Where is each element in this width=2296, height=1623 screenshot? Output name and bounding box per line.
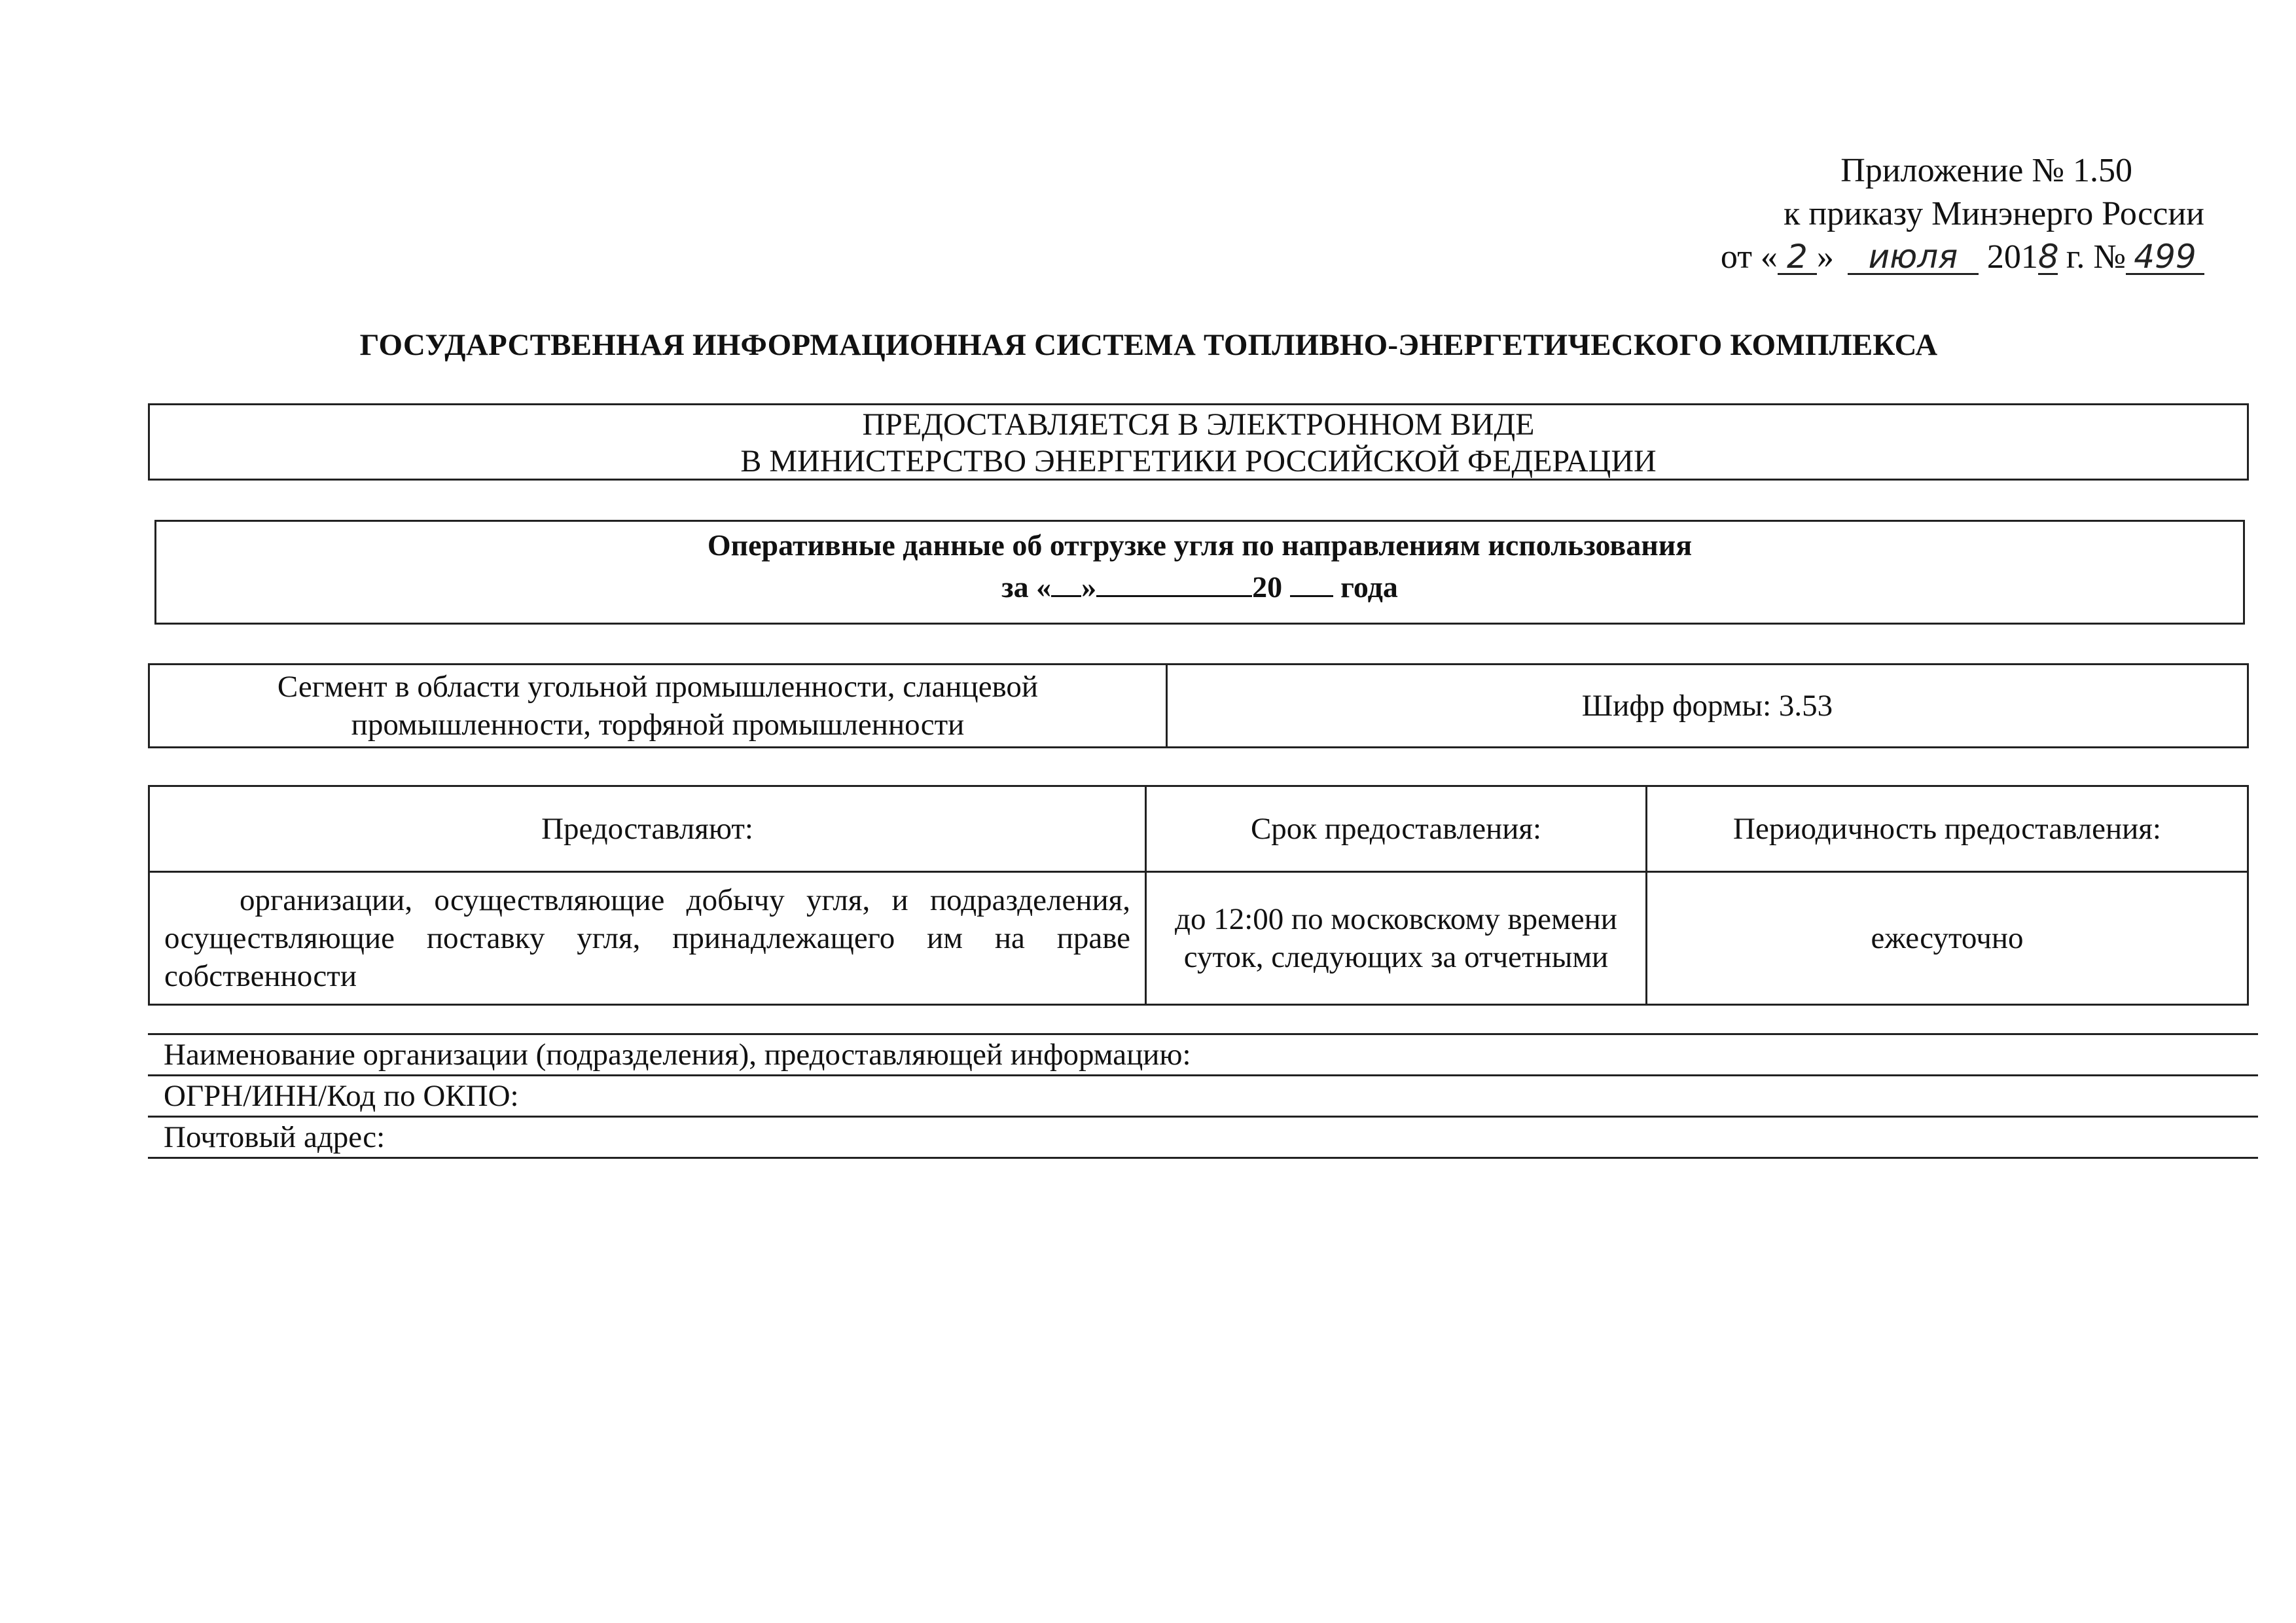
organization-info (148, 1033, 2258, 1159)
date-quote-close: » (1816, 238, 1834, 276)
submitters-header: Предоставляют: (149, 786, 1146, 872)
form-title-box (154, 520, 2245, 625)
electronic-line-2: В МИНИСТЕРСТВО ЭНЕРГЕТИКИ РОССИЙСКОЙ ФЕДЕРАЦИИ (740, 444, 1657, 479)
handwritten-day: 2 (1778, 240, 1817, 275)
period-prefix: за « (1001, 570, 1052, 604)
submission-table (148, 785, 2249, 1006)
submitters-cell (149, 872, 1146, 1005)
date-prefix: от « (1720, 238, 1778, 276)
period-year-blank (1290, 569, 1333, 597)
frequency-header: Периодичность предоставления: (1647, 786, 2248, 872)
electronic-submission-box (148, 403, 2249, 481)
period-suffix: года (1340, 570, 1398, 604)
order-number-label: г. № (2057, 238, 2126, 276)
segment-table (148, 663, 2249, 748)
form-title: Оперативные данные об отгрузке угля по направлениям использования (707, 528, 1693, 562)
submitters-text: организации, осуществляющие добычу угля, и подразделения, осуществляющие поставку угля, принадлежащего им на праве собственности (164, 883, 1130, 993)
postal-address-field[interactable]: Почтовый адрес: (148, 1118, 2258, 1159)
appendix-block (1641, 149, 2204, 279)
segment-label: Сегмент в области угольной промышленности, сланцевой промышленности, торфяной промышленности (149, 665, 1167, 748)
deadline-header: Срок предоставления: (1146, 786, 1647, 872)
year-prefix: 201 (1986, 238, 2038, 276)
deadline-cell: до 12:00 по московскому времени суток, следующих за отчетными (1146, 872, 1647, 1005)
period-day-blank (1051, 569, 1081, 597)
period-century: 20 (1252, 570, 1283, 604)
main-heading: ГОСУДАРСТВЕННАЯ ИНФОРМАЦИОННАЯ СИСТЕМА ТОПЛИВНО-ЭНЕРГЕТИЧЕСКОГО КОМПЛЕКСА (359, 328, 1938, 362)
handwritten-order-number: 499 (2126, 240, 2204, 275)
org-ids-field[interactable]: ОГРН/ИНН/Код по ОКПО: (148, 1076, 2258, 1118)
handwritten-year-digit: 8 (2037, 238, 2059, 276)
appendix-order-reference: к приказу Минэнерго России (1784, 195, 2204, 232)
period-month-blank (1096, 569, 1252, 597)
appendix-title: Приложение № 1.50 (1840, 152, 2132, 189)
form-code: Шифр формы: 3.53 (1167, 665, 2248, 748)
form-period (156, 566, 2243, 608)
appendix-date-line (1641, 236, 2204, 279)
electronic-line-1: ПРЕДОСТАВЛЯЕТСЯ В ЭЛЕКТРОННОМ ВИДЕ (862, 407, 1535, 442)
org-name-field[interactable]: Наименование организации (подразделения), предоставляющей информацию: (148, 1035, 2258, 1076)
frequency-cell: ежесуточно (1647, 872, 2248, 1005)
period-quote-close: » (1081, 570, 1097, 604)
handwritten-month: июля (1848, 240, 1979, 275)
